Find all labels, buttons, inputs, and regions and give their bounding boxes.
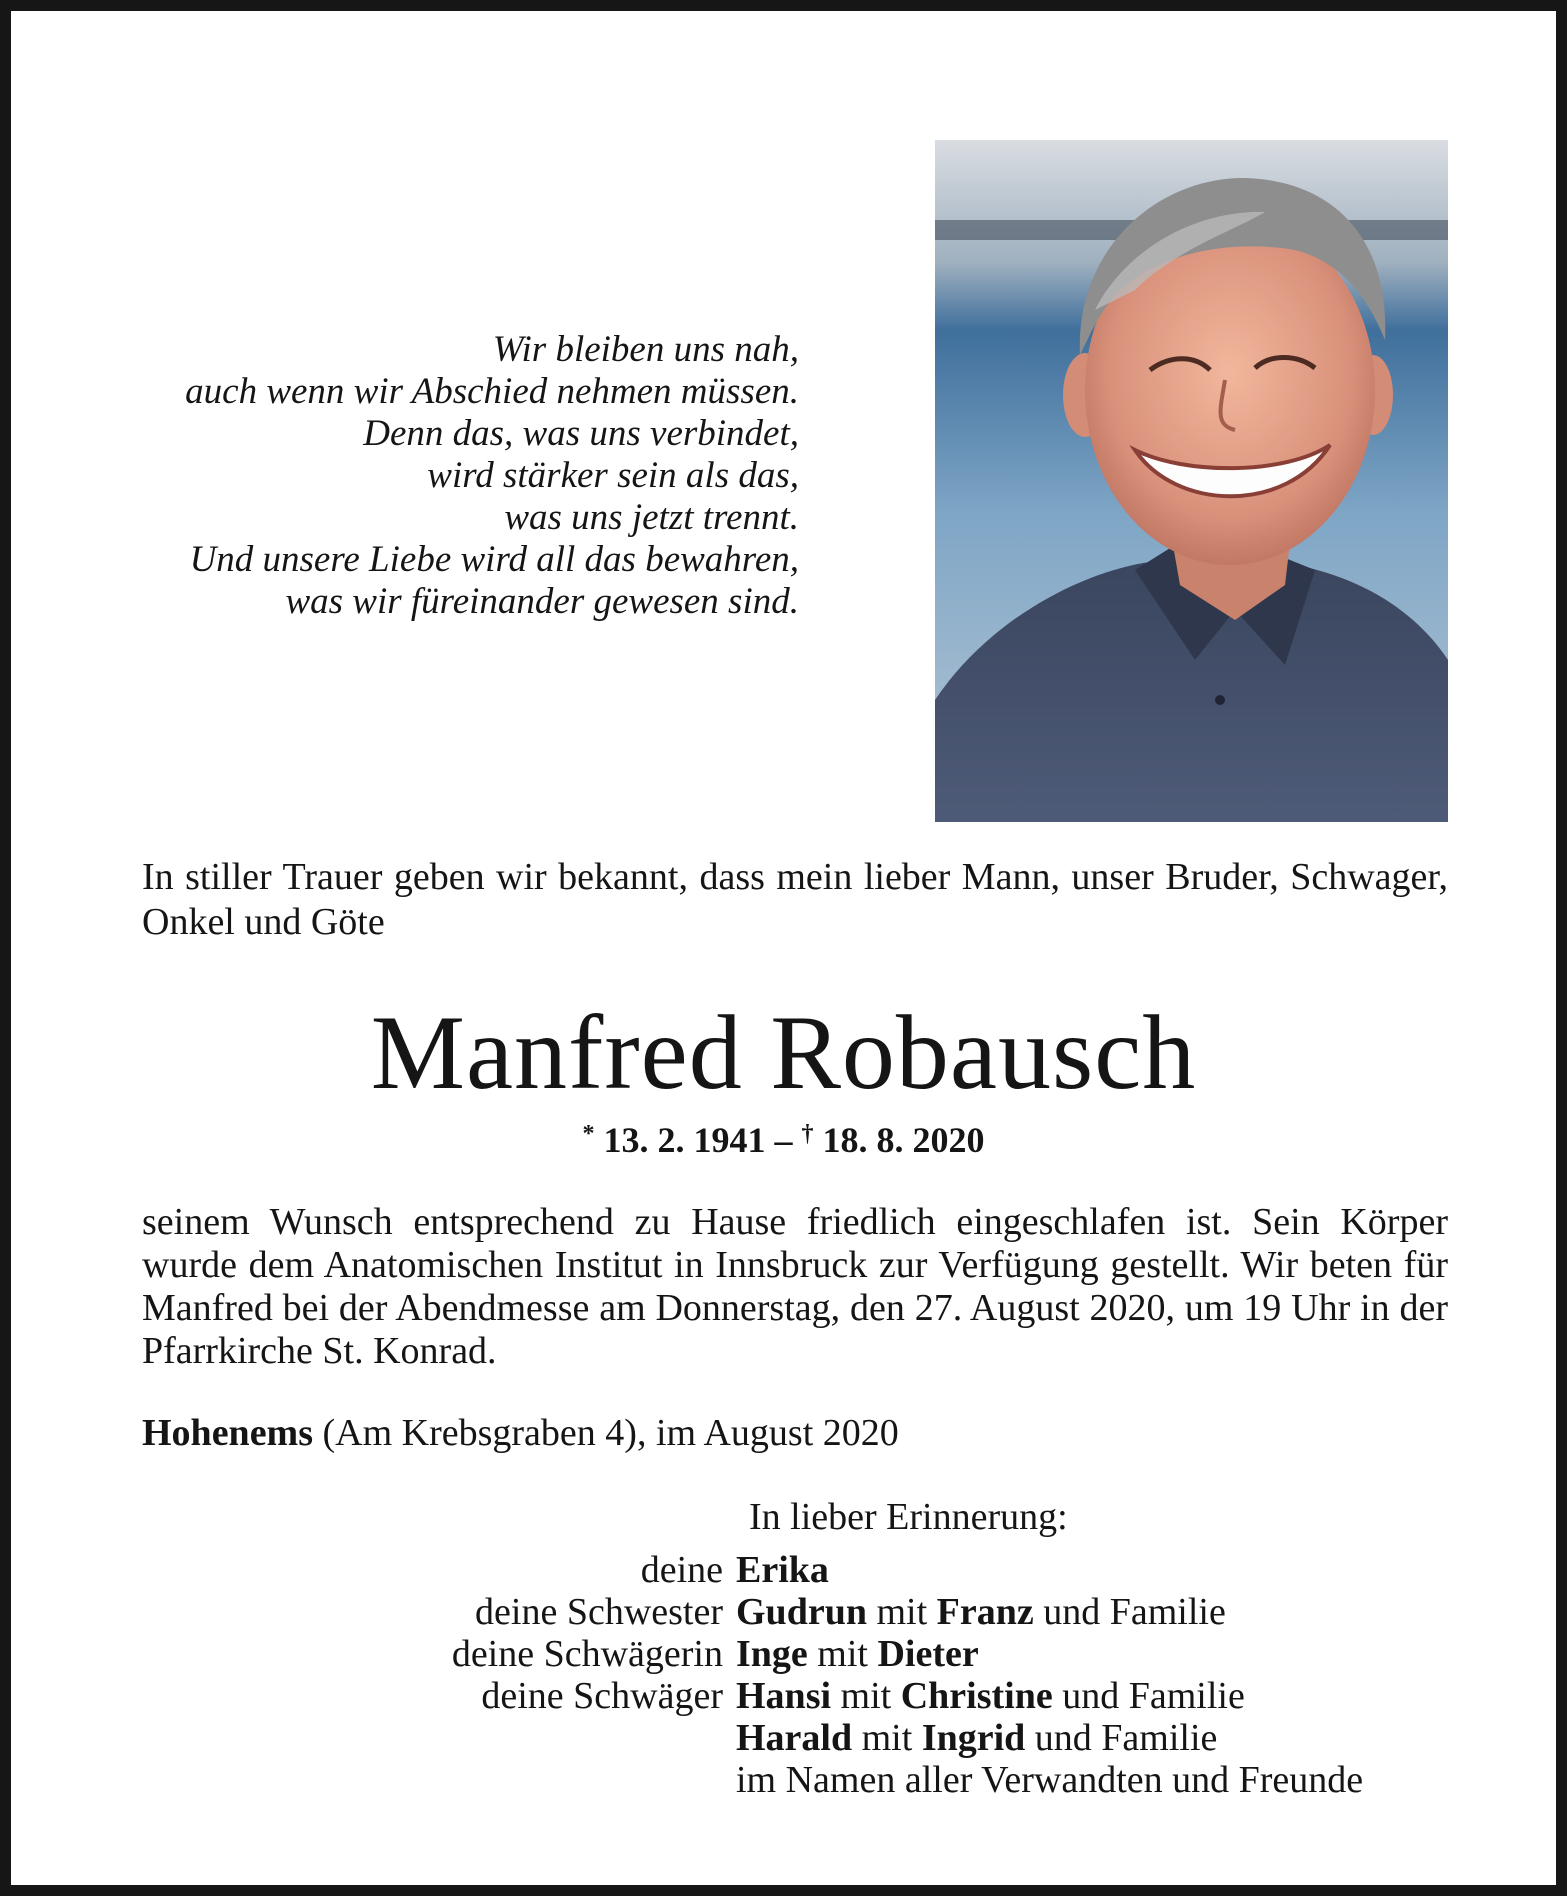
mourner-row	[142, 1633, 1448, 1675]
mourner-connector: mit	[831, 1675, 901, 1717]
mourner-name: Erika	[736, 1549, 829, 1591]
poem-line: Denn das, was uns verbindet,	[363, 413, 799, 454]
poem-line: was uns jetzt trennt.	[504, 497, 799, 538]
place-city: Hohenems	[142, 1412, 313, 1454]
portrait-illustration	[935, 140, 1448, 822]
mourner-names	[736, 1759, 1448, 1801]
mourner-name: Dieter	[877, 1633, 979, 1675]
poem-line: Und unsere Liebe wird all das bewahren,	[189, 539, 799, 580]
mourner-relation: deine Schwäger	[481, 1675, 723, 1717]
poem-line: was wir füreinander gewesen sind.	[285, 581, 799, 622]
intro-text: In stiller Trauer geben wir bekannt, dass mein lieber Mann, unser Bruder, Schwager, Onkel und Göte	[142, 856, 1448, 943]
mourner-row	[142, 1717, 1448, 1759]
mourner-connector: und Familie	[1025, 1717, 1218, 1759]
mourner-relation: deine Schwester	[475, 1591, 723, 1633]
mourner-names	[736, 1633, 1448, 1675]
mourner-name: Christine	[900, 1675, 1053, 1717]
memory-heading: In lieber Erinnerung:	[749, 1496, 1068, 1538]
mourner-name: Hansi	[736, 1675, 832, 1717]
death-date: 18. 8. 2020	[822, 1120, 985, 1160]
poem-line: Wir bleiben uns nah,	[492, 329, 799, 370]
mourner-row	[142, 1675, 1448, 1717]
mourner-connector: mit	[807, 1633, 878, 1675]
poem-line: wird stärker sein als das,	[427, 455, 799, 496]
mourner-names	[736, 1591, 1448, 1633]
death-symbol: †	[801, 1121, 814, 1147]
birth-date: 13. 2. 1941	[603, 1120, 766, 1160]
mourner-connector: mit	[866, 1591, 937, 1633]
mourner-name: Inge	[736, 1633, 808, 1675]
mourner-row	[142, 1549, 1448, 1591]
mourner-names	[736, 1717, 1448, 1759]
mourners-list	[142, 1549, 1448, 1801]
mourner-relation: deine Schwägerin	[451, 1633, 723, 1675]
poem	[79, 329, 799, 623]
mourner-relation: deine	[640, 1549, 723, 1591]
mourner-name: Gudrun	[736, 1591, 867, 1633]
mourner-name: Harald	[736, 1717, 853, 1759]
life-dates	[11, 1118, 1556, 1162]
announcement-body: seinem Wunsch entsprechend zu Hause friedlich eingeschlafen ist. Sein Körper wurde dem Anatomischen Institut in Innsbruck zur Verfügung gestellt. Wir beten für Manfred bei der Abendmesse am Donnerstag, den 27. August 2020, um 19 Uhr in der Pfarrkirche St. Konrad.	[142, 1201, 1448, 1372]
birth-symbol: *	[582, 1121, 595, 1147]
date-separator: –	[774, 1120, 793, 1160]
mourner-connector: und Familie	[1052, 1675, 1245, 1717]
mourner-connector: im Namen aller Verwandten und Freunde	[736, 1759, 1364, 1801]
mourner-names	[736, 1675, 1448, 1717]
place-details: (Am Krebsgraben 4), im August 2020	[313, 1412, 899, 1454]
deceased-name: Manfred Robausch	[370, 994, 1197, 1111]
mourner-relation	[142, 1717, 736, 1759]
mourner-connector: und Familie	[1033, 1591, 1226, 1633]
portrait-photo	[935, 140, 1448, 822]
mourner-relation	[142, 1759, 736, 1801]
poem-line: auch wenn wir Abschied nehmen müssen.	[185, 371, 799, 412]
mourner-name: Ingrid	[921, 1717, 1026, 1759]
mourner-name: Franz	[936, 1591, 1034, 1633]
mourner-row	[142, 1759, 1448, 1801]
place-and-date	[142, 1411, 1448, 1456]
mourner-names	[736, 1549, 1448, 1591]
mourner-connector: mit	[852, 1717, 922, 1759]
mourner-row	[142, 1591, 1448, 1633]
